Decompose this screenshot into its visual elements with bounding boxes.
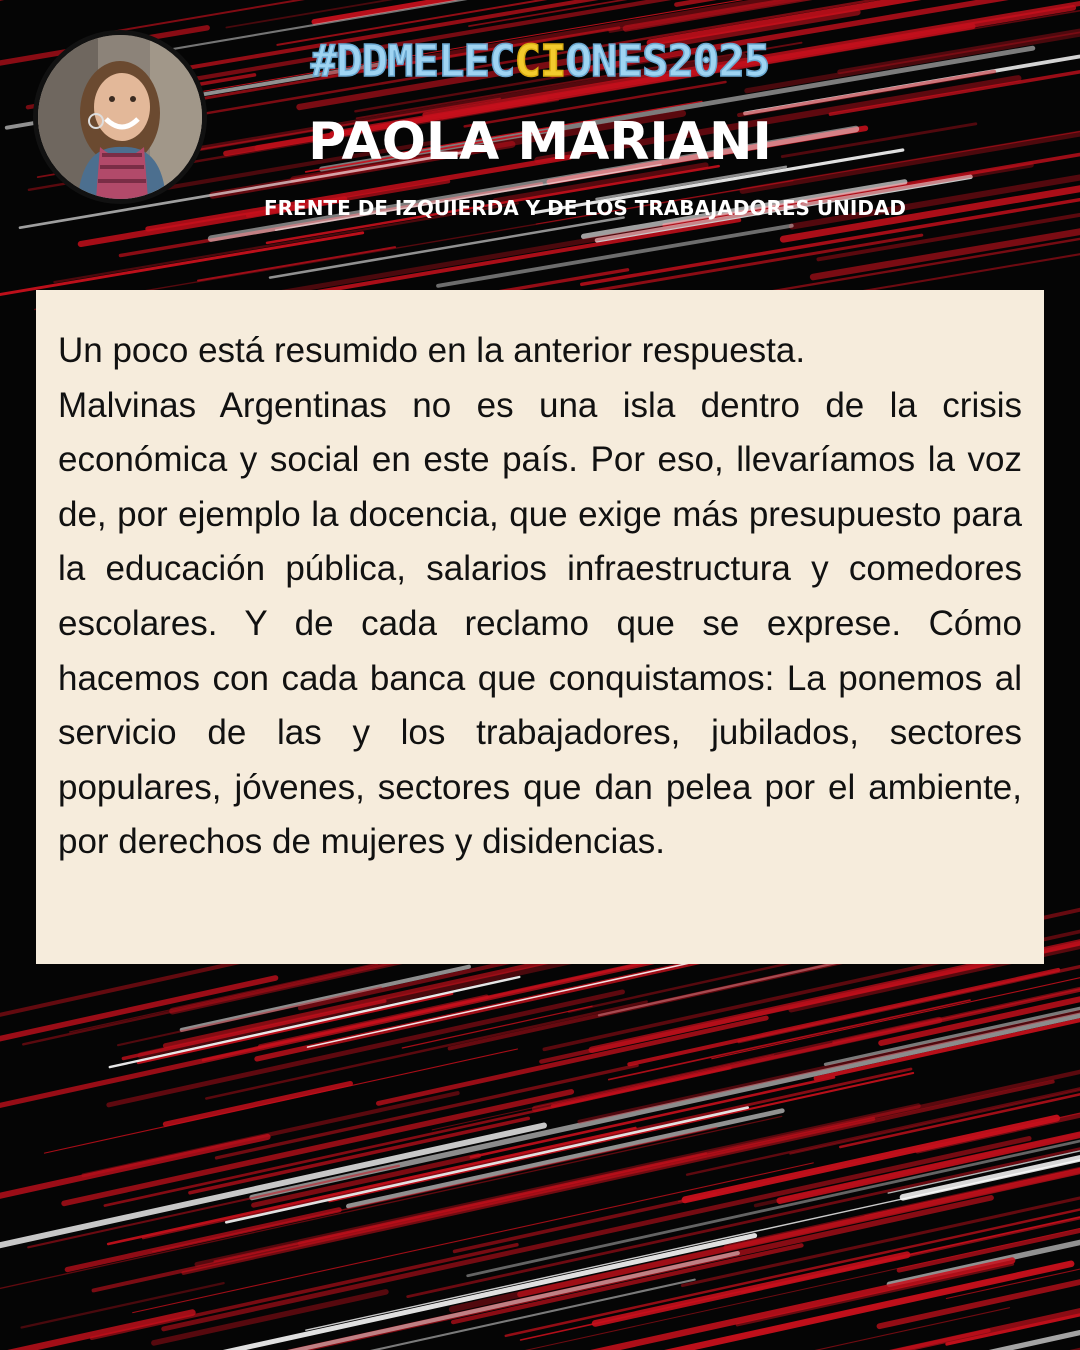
background-streak	[813, 225, 1080, 277]
background-streak	[105, 1068, 730, 1206]
candidate-name: PAOLA MARIANI	[308, 112, 772, 172]
background-streak	[165, 1084, 350, 1125]
hashtag-part-2: ONES2025	[565, 36, 770, 87]
background-streak	[110, 977, 520, 1067]
hashtag-highlight: CI	[514, 36, 566, 87]
background-streak	[233, 165, 1031, 301]
party-name: FRENTE DE IZQUIERDA Y DE LOS TRABAJADORES UNIDAD	[263, 196, 907, 220]
campaign-hashtag	[250, 36, 830, 87]
candidate-avatar	[33, 30, 207, 204]
background-streak	[767, 1308, 1010, 1350]
background-streak	[64, 1092, 571, 1204]
background-streak	[612, 1302, 1080, 1350]
answer-first-line: Un poco está resumido en la anterior respuesta.	[58, 331, 806, 370]
background-streak	[206, 1002, 646, 1099]
answer-body: Malvinas Argentinas no es una isla dentro de la crisis económica y social en este país. Por eso, llevaríamos la voz de, por ejemplo la docencia, que exige más presupuesto para la educación pública, salarios infraestructura y comedores escolares. Y de cada reclamo que se exprese. Cómo hacemos con cada banca que conquistamos: La ponemos al servicio de las y los trabajadores, jubilados, sectores populares, jóvenes, sectores que dan pelea por el ambiente, por derechos de mujeres y disidencias.	[58, 385, 1022, 862]
answer-card	[36, 290, 1044, 964]
background-streak	[453, 1245, 801, 1322]
background-streak	[889, 1234, 1080, 1285]
hashtag-part-1: #DDMELEC	[310, 36, 515, 87]
